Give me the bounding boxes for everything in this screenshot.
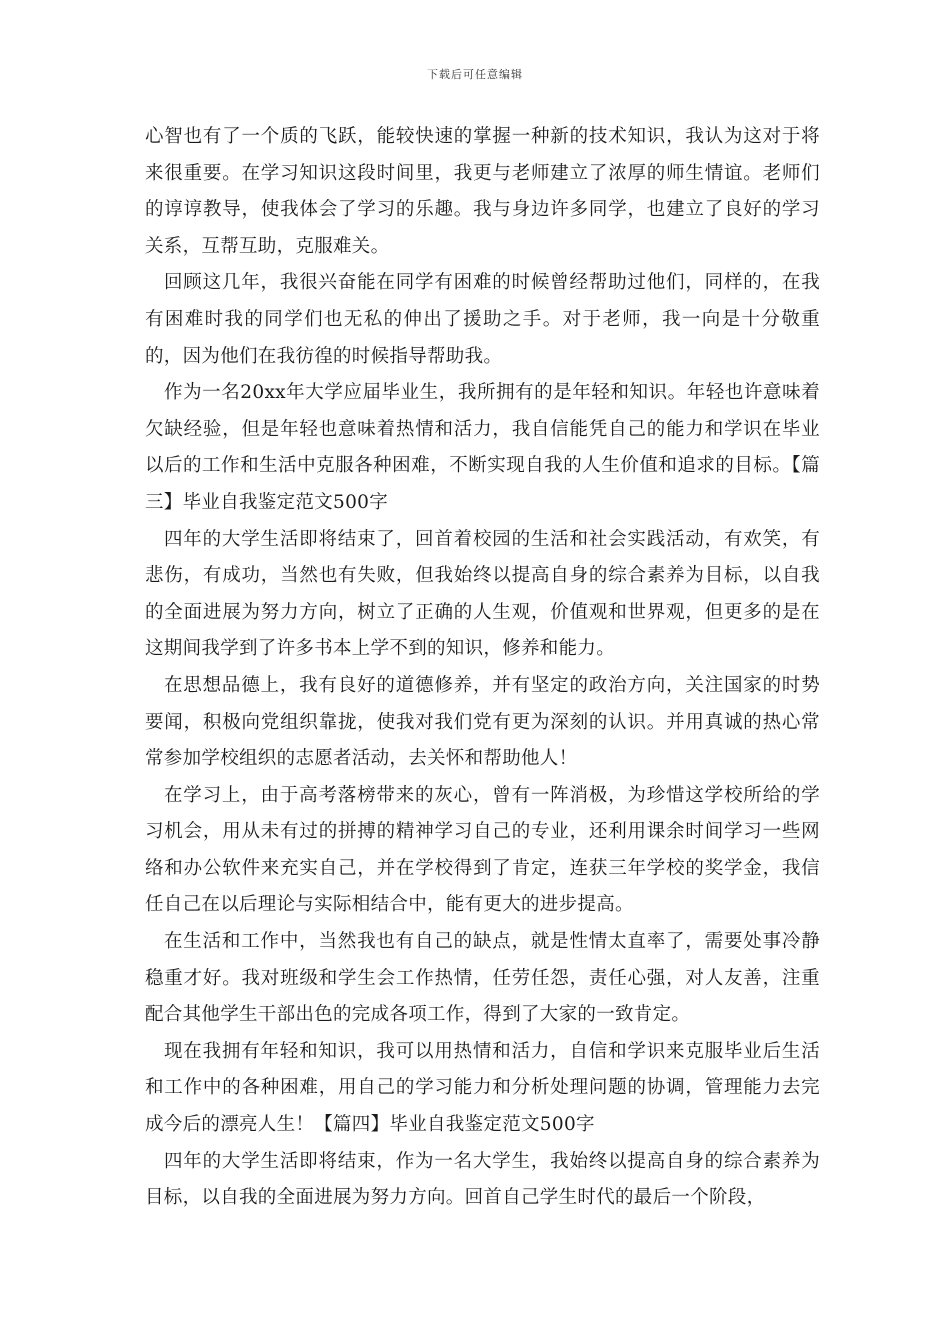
page-header: 下载后可任意编辑 <box>427 68 523 81</box>
paragraph: 作为一名20xx年大学应届毕业生，我所拥有的是年轻和知识。年轻也许意味着欠缺经验，但是年轻也意味着热情和活力，我自信能凭自己的能力和学识在毕业以后的工作和生活中克服各种困难，不断实现自我的人生价值和追求的目标。【篇三】毕业自我鉴定范文500字 <box>145 382 820 513</box>
paragraph: 现在我拥有年轻和知识，我可以用热情和活力，自信和学识来克服毕业后生活和工作中的各种困难，用自己的学习能力和分析处理问题的协调，管理能力去完成今后的漂亮人生！【篇四】毕业自我鉴定范文500字 <box>145 1040 820 1136</box>
paragraph: 回顾这几年，我很兴奋能在同学有困难的时候曾经帮助过他们，同样的，在我有困难时我的同学们也无私的伸出了援助之手。对于老师，我一向是十分敬重的，因为他们在我彷徨的时候指导帮助我。 <box>145 272 820 367</box>
document-body <box>145 119 820 1217</box>
paragraph: 心智也有了一个质的飞跃，能较快速的掌握一种新的技术知识，我认为这对于将来很重要。在学习知识这段时间里，我更与老师建立了浓厚的师生情谊。老师们的谆谆教导，使我体会了学习的乐趣。我与身边许多同学，也建立了良好的学习关系，互帮互助，克服难关。 <box>145 126 820 257</box>
paragraph: 在学习上，由于高考落榜带来的灰心，曾有一阵消极，为珍惜这学校所给的学习机会，用从未有过的拼搏的精神学习自己的专业，还利用课余时间学习一些网络和办公软件来充实自己，并在学校得到了肯定，连获三年学校的奖学金，我信任自己在以后理论与实际相结合中，能有更大的进步提高。 <box>145 784 820 916</box>
paragraph: 在生活和工作中，当然我也有自己的缺点，就是性情太直率了，需要处事冷静稳重才好。我对班级和学生会工作热情，任劳任怨，责任心强，对人友善，注重配合其他学生干部出色的完成各项工作，得到了大家的一致肯定。 <box>145 931 820 1026</box>
paragraph: 在思想品德上，我有良好的道德修养，并有坚定的政治方向，关注国家的时势要闻，积极向党组织靠拢，使我对我们党有更为深刻的认识。并用真诚的热心常常参加学校组织的志愿者活动，去关怀和帮助他人！ <box>145 674 820 770</box>
paragraph: 四年的大学生活即将结束了，回首着校园的生活和社会实践活动，有欢笑，有悲伤，有成功，当然也有失败，但我始终以提高自身的综合素养为目标，以自我的全面进展为努力方向，树立了正确的人生观，价值观和世界观，但更多的是在这期间我学到了许多书本上学不到的知识，修养和能力。 <box>145 528 820 660</box>
paragraph: 四年的大学生活即将结束，作为一名大学生，我始终以提高自身的综合素养为目标，以自我的全面进展为努力方向。回首自己学生时代的最后一个阶段， <box>145 1150 820 1209</box>
